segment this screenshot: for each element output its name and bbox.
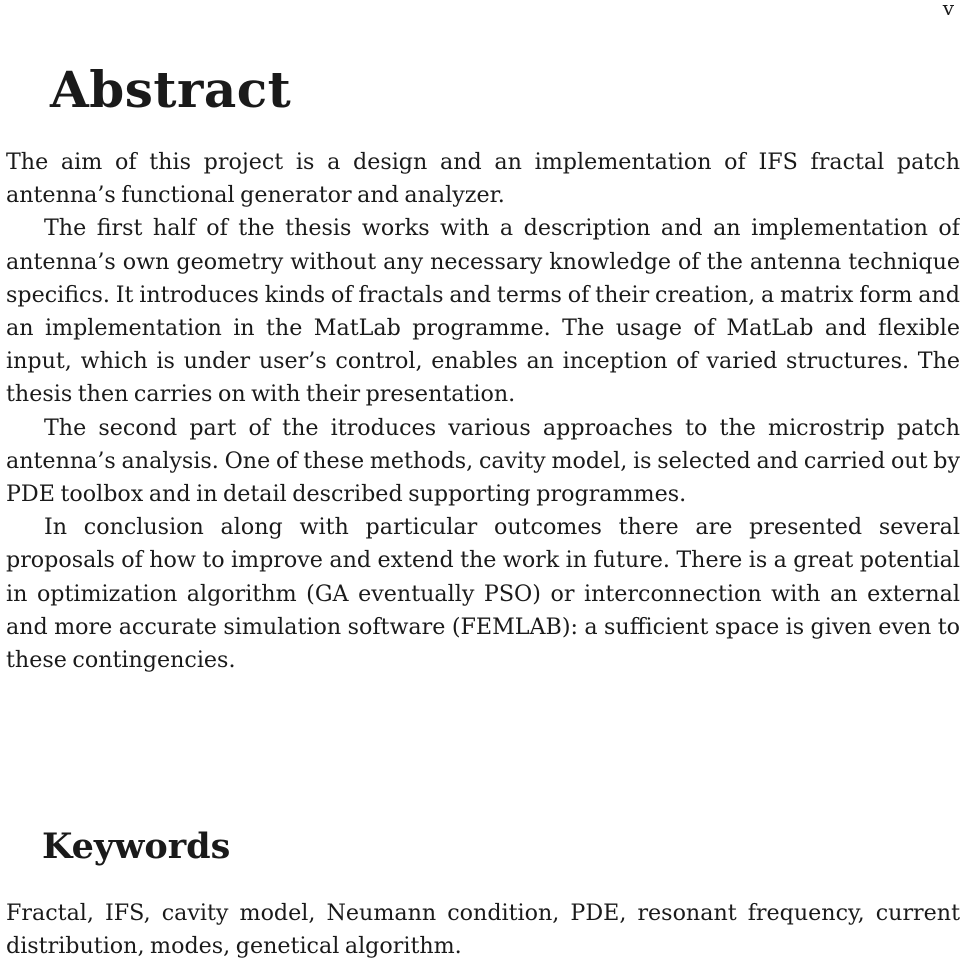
page-number: v [942, 0, 954, 20]
abstract-body [6, 146, 960, 677]
abstract-paragraph-1: The aim of this project is a design and an implementation of IFS fractal patch antenna’s functional generator and analyzer. [6, 149, 960, 209]
abstract-paragraph-4: In conclusion along with particular outcomes there are presented several proposals of how to improve and extend the work in future. There is a great potential in optimization algorithm (GA eventually PSO) or interconnection with an external and more accurate simulation software (FEMLAB): a sufficient space is given even to these contingencies. [6, 514, 960, 674]
keywords-list: Fractal, IFS, cavity model, Neumann condition, PDE, resonant frequency, current distribution, modes, genetical algorithm. [6, 900, 960, 960]
abstract-paragraph-2: The first half of the thesis works with a description and an implementation of antenna’s own geometry without any necessary knowledge of the antenna technique specifics. It introduces kinds of fractals and terms of their creation, a matrix form and an implementation in the MatLab programme. The usage of MatLab and flexible input, which is under user’s control, enables an inception of varied structures. The thesis then carries on with their presentation. [6, 215, 960, 408]
abstract-paragraph-3: The second part of the itroduces various approaches to the microstrip patch antenna’s analysis. One of these methods, cavity model, is selected and carried out by PDE toolbox and in detail described supporting programmes. [6, 414, 960, 508]
abstract-heading: Abstract [50, 60, 292, 119]
keywords-heading: Keywords [42, 826, 231, 867]
